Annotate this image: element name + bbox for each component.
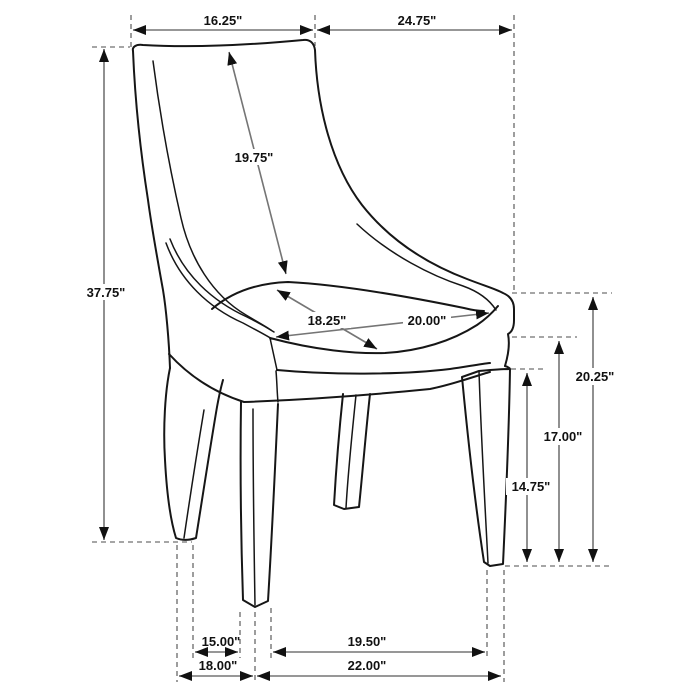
- dim-label-leg-height: 14.75": [511, 479, 551, 494]
- dim-label-back-width: 16.25": [203, 13, 243, 28]
- back-inner-panel-line: [153, 61, 271, 330]
- back-right-leg-corner-line: [346, 395, 356, 508]
- seat-left-corner-line: [270, 338, 278, 402]
- dim-label-side-leg-spacing: 15.00": [201, 634, 241, 649]
- seat-back-arc: [212, 282, 484, 311]
- back-right-leg: [334, 394, 370, 509]
- dim-label-base-depth: 18.00": [198, 658, 238, 673]
- arm-piping-line-1: [166, 243, 272, 339]
- chair-back-left-edge: [133, 51, 170, 368]
- front-left-leg-corner-line: [253, 409, 255, 605]
- seat-cushion-bottom-line: [277, 363, 490, 374]
- side-panel-and-apron-bottom: [169, 354, 490, 402]
- dim-label-seat-height: 20.25": [575, 369, 615, 384]
- dim-label-frame-height: 17.00": [543, 429, 583, 444]
- arm-inner-roll-line: [357, 224, 496, 310]
- dimension-labels: [87, 13, 615, 673]
- back-left-leg-inner-line: [184, 410, 204, 538]
- dim-label-front-leg-spacing: 19.50": [347, 634, 387, 649]
- front-left-leg: [241, 402, 278, 607]
- dim-label-seat-width: 20.00": [407, 313, 447, 328]
- dim-label-overall-height: 37.75": [86, 285, 126, 300]
- back-left-leg: [164, 368, 223, 540]
- dim-label-seat-depth: 18.25": [307, 313, 347, 328]
- dim-label-overall-depth: 24.75": [397, 13, 437, 28]
- dim-label-base-width: 22.00": [347, 658, 387, 673]
- dim-label-back-length: 19.75": [234, 150, 274, 165]
